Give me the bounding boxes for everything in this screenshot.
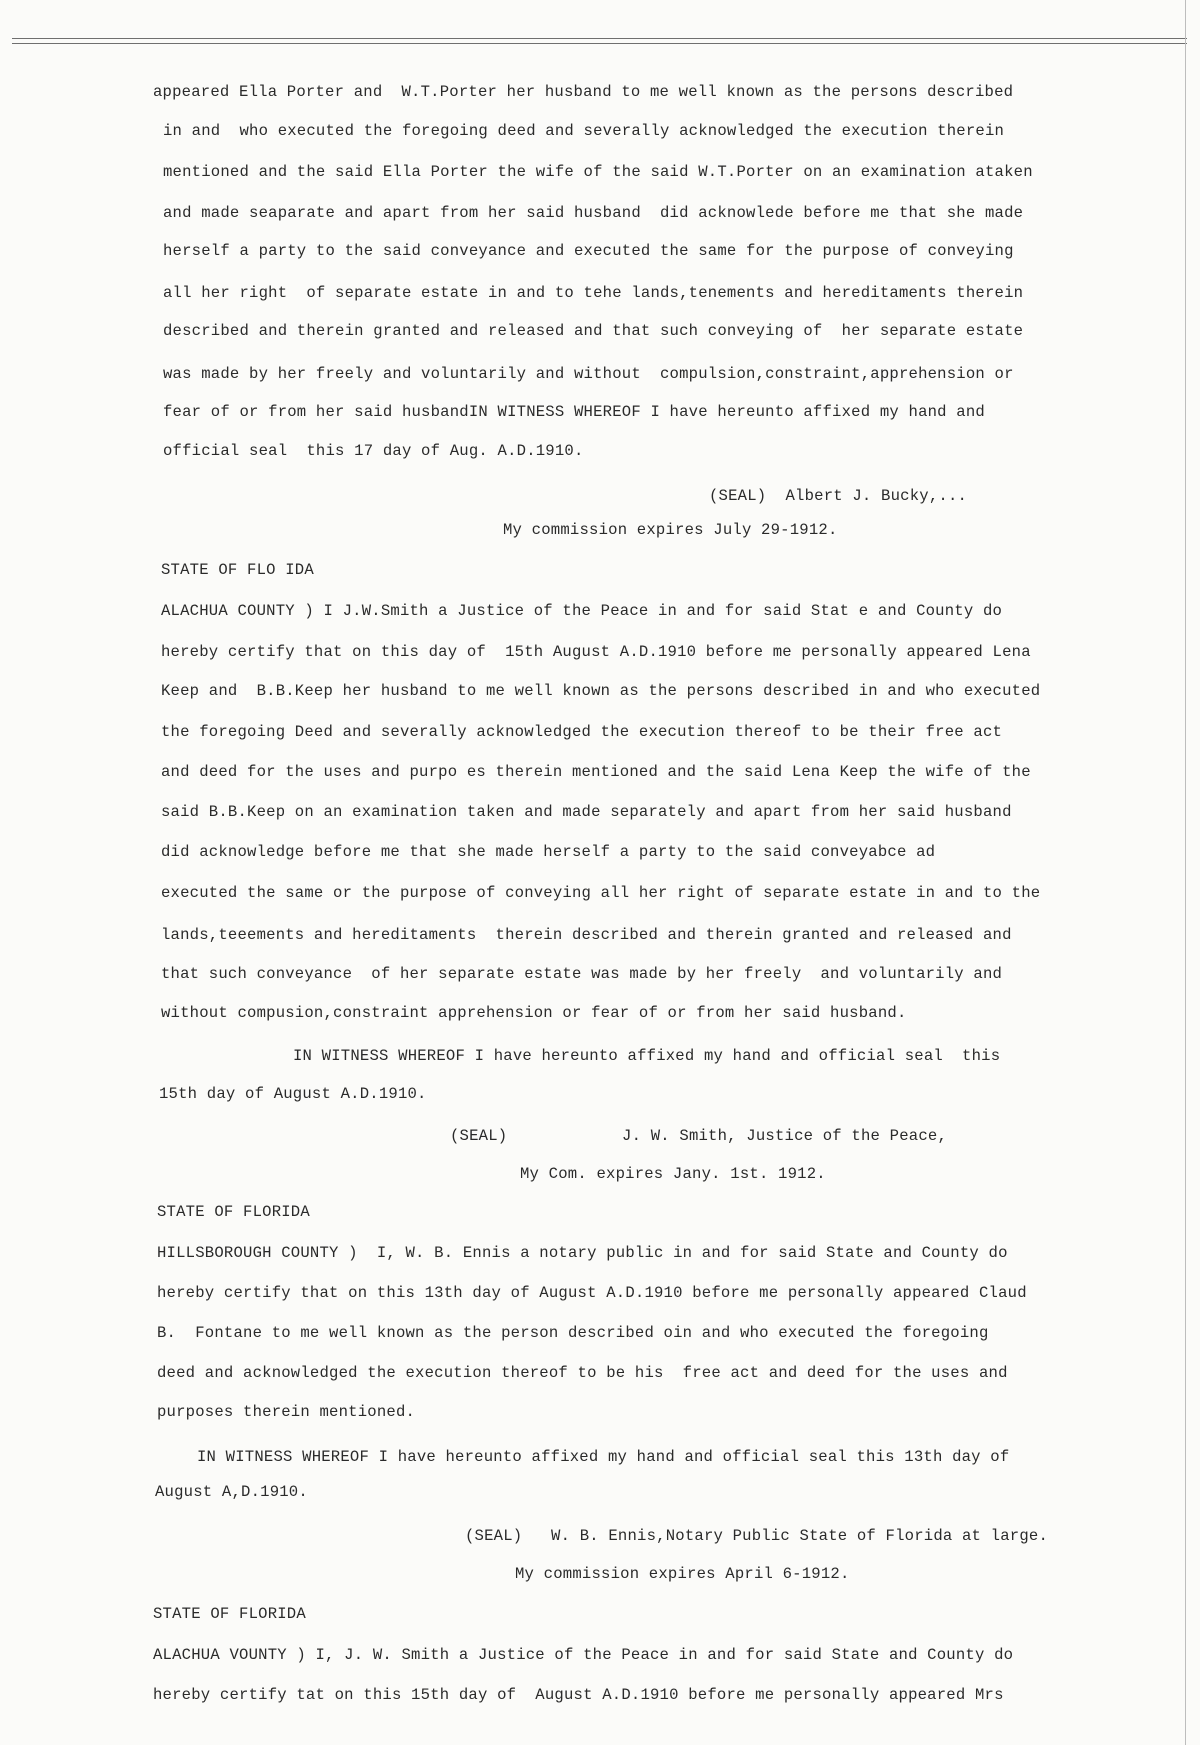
text-line: ALACHUA COUNTY ) I J.W.Smith a Justice of the Peace in and for said Stat e and County do xyxy=(161,602,1003,620)
signature-line: (SEAL) J. W. Smith, Justice of the Peace, xyxy=(450,1127,948,1145)
text-line: in and who executed the foregoing deed and severally acknowledged the execution therein xyxy=(163,122,1005,140)
text-line: said B.B.Keep on an examination taken and made separately and apart from her said husband xyxy=(161,803,1012,821)
text-line: August A,D.1910. xyxy=(155,1483,308,1501)
text-line: ALACHUA VOUNTY ) I, J. W. Smith a Justice of the Peace in and for said State and County do xyxy=(153,1646,1014,1664)
text-line: HILLSBOROUGH COUNTY ) I, W. B. Ennis a notary public in and for said State and County do xyxy=(157,1244,1008,1262)
text-line: and made seaparate and apart from her said husband did acknowlede before me that she made xyxy=(163,204,1024,222)
commission-line: My commission expires April 6-1912. xyxy=(515,1565,850,1583)
text-line: official seal this 17 day of Aug. A.D.1910. xyxy=(163,442,584,460)
text-line: purposes therein mentioned. xyxy=(157,1403,416,1421)
top-rule-second xyxy=(12,43,1187,44)
commission-line: My Com. expires Jany. 1st. 1912. xyxy=(520,1165,826,1183)
text-line: mentioned and the said Ella Porter the wife of the said W.T.Porter on an examination ataken xyxy=(163,163,1033,181)
text-line: without compusion,constraint apprehension or fear of or from her said husband. xyxy=(161,1004,907,1022)
text-line: the foregoing Deed and severally acknowledged the execution thereof to be their free act xyxy=(161,723,1003,741)
text-line: herself a party to the said conveyance and executed the same for the purpose of conveying xyxy=(163,242,1014,260)
text-line: Keep and B.B.Keep her husband to me well known as the persons described in and who executed xyxy=(161,682,1041,700)
state-heading: STATE OF FLO IDA xyxy=(161,561,314,579)
page-edge xyxy=(1185,0,1186,1745)
text-line: lands,teeements and hereditaments therein described and therein granted and released and xyxy=(161,926,1012,944)
text-line: executed the same or the purpose of conveying all her right of separate estate in and to the xyxy=(161,884,1041,902)
text-line: hereby certify that on this day of 15th August A.D.1910 before me personally appeared Lena xyxy=(161,643,1031,661)
text-line: did acknowledge before me that she made herself a party to the said conveyabce ad xyxy=(161,843,936,861)
text-line: all her right of separate estate in and to tehe lands,tenements and hereditaments therein xyxy=(163,284,1024,302)
text-line: deed and acknowledged the execution thereof to be his free act and deed for the uses and xyxy=(157,1364,1008,1382)
top-rule xyxy=(12,38,1187,39)
commission-line: My commission expires July 29-1912. xyxy=(503,521,838,539)
text-line: hereby certify tat on this 15th day of August A.D.1910 before me personally appeared Mrs xyxy=(153,1686,1004,1704)
text-line: appeared Ella Porter and W.T.Porter her husband to me well known as the persons described xyxy=(153,83,1014,101)
text-line: fear of or from her said husbandIN WITNESS WHEREOF I have hereunto affixed my hand and xyxy=(163,403,985,421)
text-line: that such conveyance of her separate estate was made by her freely and voluntarily and xyxy=(161,965,1003,983)
witness-line: IN WITNESS WHEREOF I have hereunto affixed my hand and official seal this xyxy=(293,1047,1001,1065)
state-heading: STATE OF FLORIDA xyxy=(153,1605,306,1623)
witness-line: IN WITNESS WHEREOF I have hereunto affixed my hand and official seal this 13th day of xyxy=(197,1448,1010,1466)
text-line: hereby certify that on this 13th day of August A.D.1910 before me personally appeared Claud xyxy=(157,1284,1027,1302)
text-line: 15th day of August A.D.1910. xyxy=(159,1085,427,1103)
text-line: described and therein granted and released and that such conveying of her separate estate xyxy=(163,322,1024,340)
text-line: was made by her freely and voluntarily and without compulsion,constraint,apprehension or xyxy=(163,365,1014,383)
text-line: B. Fontane to me well known as the person described oin and who executed the foregoing xyxy=(157,1324,989,1342)
signature-line: (SEAL) Albert J. Bucky,... xyxy=(709,487,968,505)
text-line: and deed for the uses and purpo es therein mentioned and the said Lena Keep the wife of the xyxy=(161,763,1031,781)
signature-line: (SEAL) W. B. Ennis,Notary Public State of Florida at large. xyxy=(465,1527,1049,1545)
state-heading: STATE OF FLORIDA xyxy=(157,1203,310,1221)
